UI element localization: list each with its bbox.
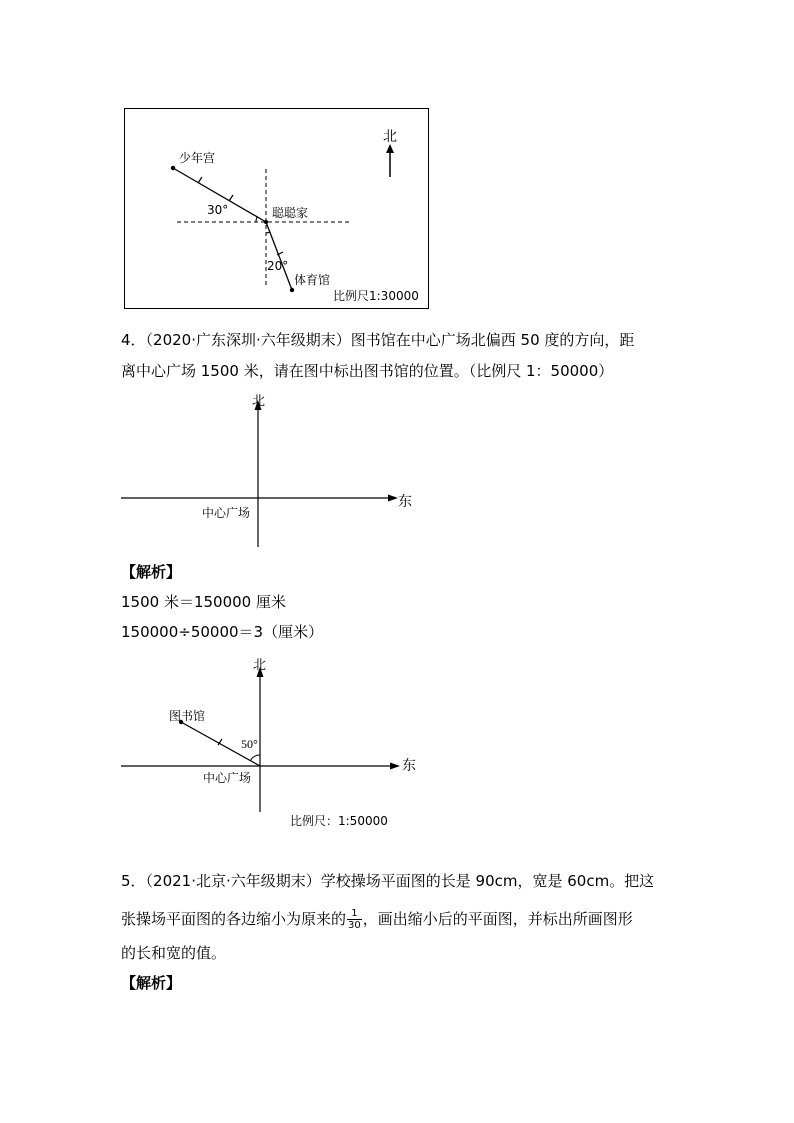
scale-label: 比例尺：1:50000 xyxy=(290,814,388,828)
north-label: 北 xyxy=(253,658,267,673)
north-label: 北 xyxy=(252,394,266,409)
tick-mark xyxy=(229,195,233,201)
conger-home-label: 聪聪家 xyxy=(272,206,309,220)
library-label: 图书馆 xyxy=(169,709,206,723)
axes-diagram-answer xyxy=(118,655,418,825)
scale-label: 比例尺1:30000 xyxy=(333,289,419,303)
analysis-heading: 【解析】 xyxy=(121,563,182,581)
question-5-line-2-end: ，画出缩小后的平面图，并标出所画图形 xyxy=(362,910,633,928)
gym-label: 体育馆 xyxy=(294,273,331,287)
fraction-denominator: 30 xyxy=(348,920,361,931)
fraction-one-thirtieth xyxy=(347,908,362,931)
question-4-line-1: 4．（2020·广东深圳·六年级期末）图书馆在中心广场北偏西 50 度的方向，距 xyxy=(121,331,635,349)
question-5-line-1: 5．（2021·北京·六年级期末）学校操场平面图的长是 90cm，宽是 60cm。把这 xyxy=(121,872,655,890)
east-label: 东 xyxy=(398,495,412,510)
north-label: 北 xyxy=(383,129,397,145)
analysis-step-2: 150000÷50000＝3（厘米） xyxy=(121,623,324,641)
angle-arc-30 xyxy=(256,216,258,222)
analysis-heading: 【解析】 xyxy=(121,974,182,992)
question-4-line-2: 离中心广场 1500 米，请在图中标出图书馆的位置。（比例尺 1：50000） xyxy=(121,362,614,380)
angle-50-label: 50° xyxy=(241,737,258,751)
east-arrowhead xyxy=(388,495,398,502)
gym-point xyxy=(290,288,294,292)
angle-30-label: 30° xyxy=(207,203,229,217)
center-square-label: 中心广场 xyxy=(203,771,252,785)
question-5-line-2-start: 张操场平面图的各边缩小为原来的 xyxy=(121,910,347,928)
fraction-numerator: 1 xyxy=(347,908,362,920)
question-5-line-3: 的长和宽的值。 xyxy=(121,944,227,962)
angle-arc-50 xyxy=(251,755,261,761)
youth-palace-point xyxy=(171,166,175,170)
tick-mark xyxy=(198,177,202,183)
angle-arc-20 xyxy=(266,232,270,233)
east-label: 东 xyxy=(402,759,416,774)
axes-diagram-blank xyxy=(118,390,418,560)
conger-home-point xyxy=(264,220,268,224)
east-arrowhead xyxy=(390,763,400,770)
question-5-line-2 xyxy=(121,903,633,935)
analysis-step-1: 1500 米＝150000 厘米 xyxy=(121,593,286,611)
youth-palace-label: 少年宫 xyxy=(179,151,216,165)
angle-20-label: 20° xyxy=(267,259,289,273)
map-diagram-1 xyxy=(124,108,429,309)
center-square-label: 中心广场 xyxy=(202,506,251,520)
